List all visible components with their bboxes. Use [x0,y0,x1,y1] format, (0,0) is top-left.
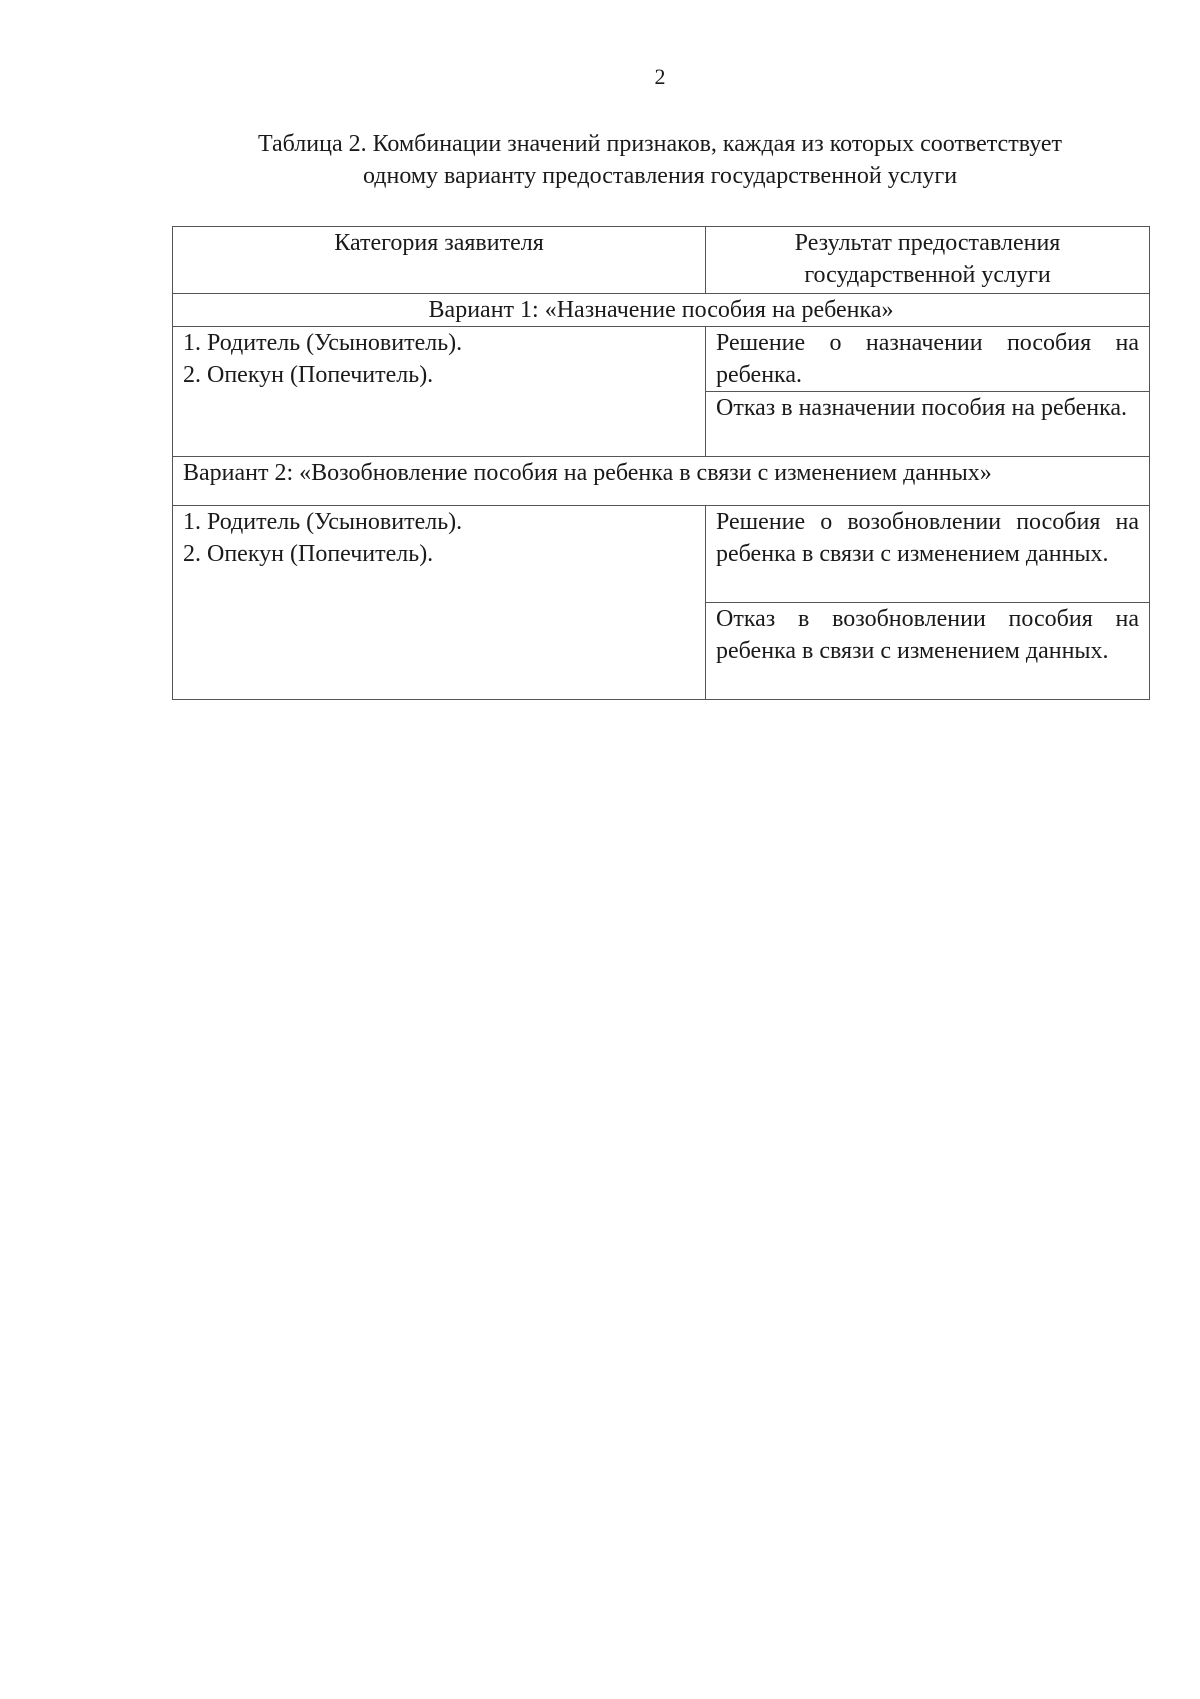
variant-2-result-1: Решение о возобновлении пособия на ребенка в связи с изменением данных. [706,506,1150,603]
header-result-line-2: государственной услуги [804,262,1051,288]
header-category: Категория заявителя [173,227,706,294]
header-result-line-1: Результат предоставления [794,230,1061,256]
variants-table [172,226,1150,700]
caption-line-1: Таблица 2. Комбинации значений признаков, каждая из которых соответствует [257,131,1063,157]
variant-2-title: Вариант 2: «Возобновление пособия на ребенка в связи с изменением данных» [173,457,1150,506]
variant-1-category-2: 2. Опекун (Попечитель). [183,362,434,388]
variant-2-row-1 [173,506,1150,603]
variant-1-result-2: Отказ в назначении пособия на ребенка. [706,392,1150,457]
header-result [706,227,1150,294]
variant-1-result-1: Решение о назначении пособия на ребенка. [706,327,1150,392]
variant-1-category-1: 1. Родитель (Усыновитель). [183,330,463,356]
variant-1-categories [173,327,706,457]
table-caption [160,128,1160,192]
variant-2-category-2: 2. Опекун (Попечитель). [183,541,434,567]
variant-2-categories [173,506,706,700]
variant-2-result-2: Отказ в возобновлении пособия на ребенка в связи с изменением данных. [706,603,1150,700]
caption-line-2: одному варианту предоставления государственной услуги [362,163,958,189]
variant-1-title: Вариант 1: «Назначение пособия на ребенка» [173,294,1150,327]
page-number: 2 [654,64,666,89]
variant-2-category-1: 1. Родитель (Усыновитель). [183,509,463,535]
variant-1-row-1 [173,327,1150,392]
variant-2-title-row [173,457,1150,506]
header-row [173,227,1150,294]
variant-1-title-row [173,294,1150,327]
